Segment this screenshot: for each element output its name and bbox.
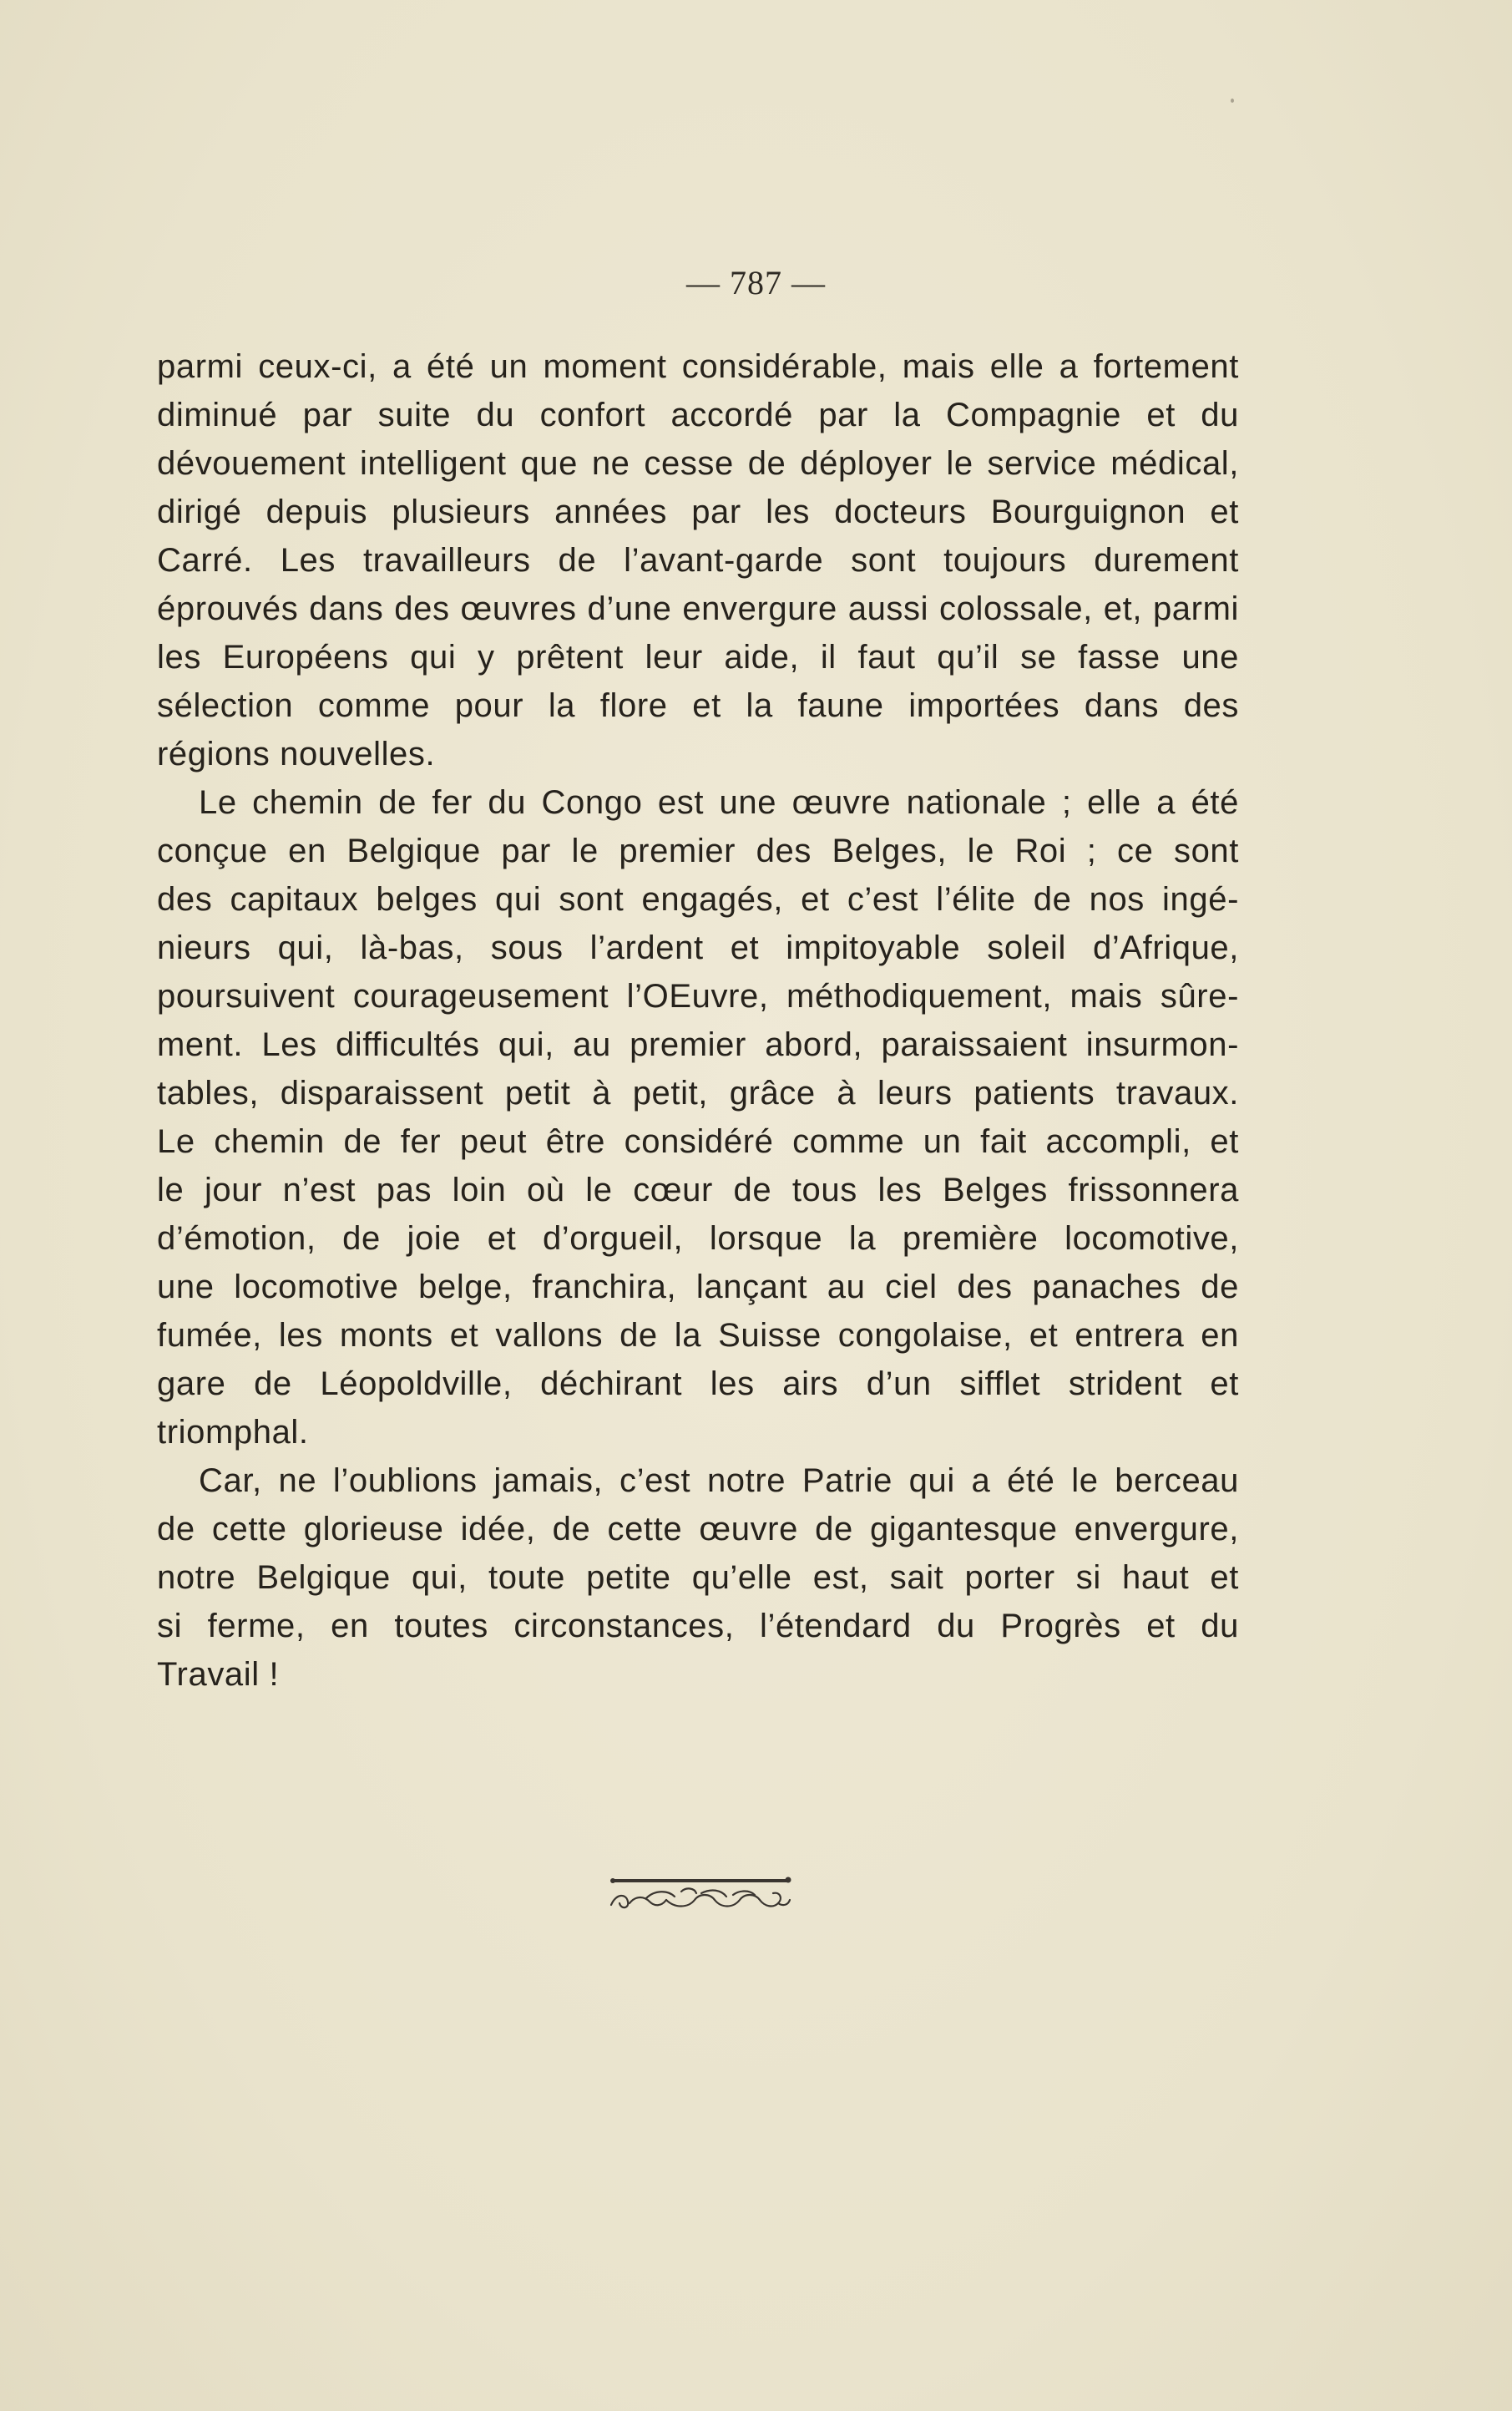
text-line: le jour n’est pas loin où le cœur de tous les Belges frissonnera: [157, 1172, 1239, 1208]
text-line: si ferme, en toutes circonstances, l’étendard du Progrès et du: [157, 1608, 1239, 1644]
text-line: fumée, les monts et vallons de la Suisse congolaise, et entrera en: [157, 1317, 1239, 1354]
text-line: dévouement intelligent que ne cesse de déployer le service médical,: [157, 445, 1239, 482]
text-line: éprouvés dans des œuvres d’une envergure aussi colossale, et, parmi: [157, 590, 1239, 627]
paragraph: [157, 342, 1239, 778]
page-number: — 787 —: [686, 264, 826, 301]
text-line: Le chemin de fer du Congo est une œuvre nationale ; elle a été: [199, 784, 1239, 821]
decorative-tailpiece-icon: [608, 1875, 793, 1915]
text-line: dirigé depuis plusieurs années par les docteurs Bourguignon et: [157, 494, 1239, 530]
text-line: de cette glorieuse idée, de cette œuvre de gigantesque envergure,: [157, 1511, 1239, 1547]
text-line: ment. Les difficultés qui, au premier abord, paraissaient insurmon-: [157, 1026, 1239, 1063]
paragraph: [157, 778, 1239, 1456]
text-line: poursuivent courageusement l’OEuvre, méthodiquement, mais sûre-: [157, 978, 1239, 1015]
text-line: des capitaux belges qui sont engagés, et c’est l’élite de nos ingé-: [157, 881, 1239, 918]
text-line: une locomotive belge, franchira, lançant au ciel des panaches de: [157, 1269, 1239, 1305]
text-line: Car, ne l’oublions jamais, c’est notre Patrie qui a été le berceau: [199, 1462, 1239, 1499]
text-line: conçue en Belgique par le premier des Belges, le Roi ; ce sont: [157, 833, 1239, 869]
text-line: tables, disparaissent petit à petit, grâce à leurs patients travaux.: [157, 1075, 1239, 1112]
text-line: nieurs qui, là-bas, sous l’ardent et impitoyable soleil d’Afrique,: [157, 929, 1239, 966]
text-line: Carré. Les travailleurs de l’avant-garde sont toujours durement: [157, 542, 1239, 579]
body-text: [157, 342, 1239, 1699]
text-line: sélection comme pour la flore et la faune importées dans des: [157, 687, 1239, 724]
text-line: parmi ceux-ci, a été un moment considérable, mais elle a fortement: [157, 348, 1239, 385]
text-line: triomphal.: [157, 1414, 309, 1451]
text-line: Travail !: [157, 1656, 280, 1693]
text-line: gare de Léopoldville, déchirant les airs d’un sifflet strident et: [157, 1365, 1239, 1402]
text-line: d’émotion, de joie et d’orgueil, lorsque la première locomotive,: [157, 1220, 1239, 1257]
text-line: Le chemin de fer peut être considéré comme un fait accompli, et: [157, 1123, 1239, 1160]
text-line: diminué par suite du confort accordé par la Compagnie et du: [157, 397, 1239, 433]
text-line: régions nouvelles.: [157, 736, 436, 772]
text-line: notre Belgique qui, toute petite qu’elle est, sait porter si haut et: [157, 1559, 1239, 1596]
paper-speck: [1231, 99, 1234, 103]
paragraph: [157, 1456, 1239, 1699]
text-line: les Européens qui y prêtent leur aide, il faut qu’il se fasse une: [157, 639, 1239, 676]
